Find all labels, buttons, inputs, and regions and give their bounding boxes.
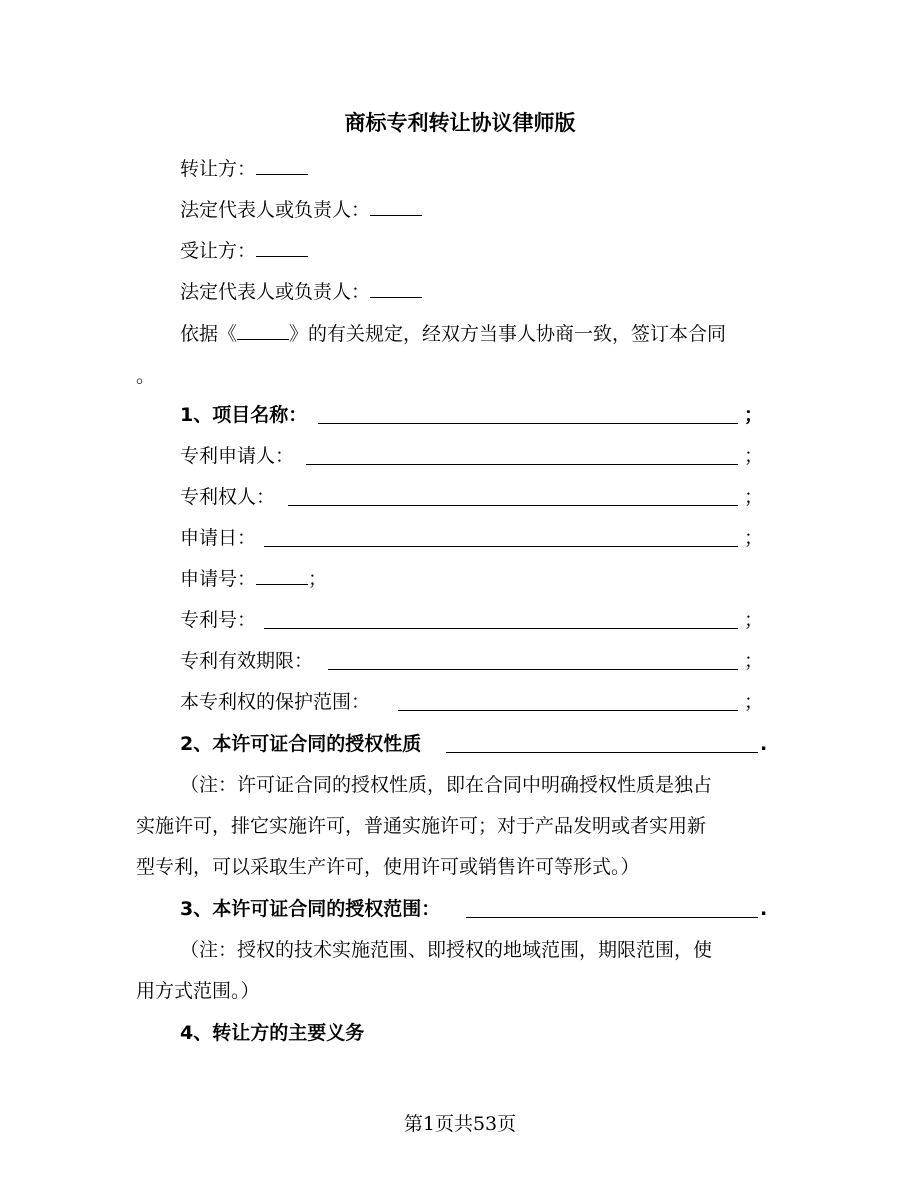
transferee-field: [180, 237, 308, 265]
validity-label: 专利有效期限：: [180, 650, 314, 672]
section3-note-line-1: （注：授权的技术实施范围、即授权的地域范围，期限范围，使: [180, 939, 713, 961]
apply-no-semicolon: ；: [308, 568, 328, 590]
apply-no-blank: [256, 566, 308, 585]
apply-no-field: [180, 565, 327, 593]
section3-end: .: [760, 898, 768, 920]
section3-heading: 3、本许可证合同的授权范围：: [180, 898, 441, 920]
transferor-field: [180, 155, 308, 183]
transferor-label: 转让方：: [180, 158, 257, 180]
section3-blank: [466, 917, 758, 918]
page-number: 第1页共53页: [403, 1113, 517, 1135]
holder-blank: [288, 505, 738, 506]
basis-line-1: [180, 320, 726, 348]
holder-label: 专利权人：: [180, 486, 276, 508]
transferor-blank: [256, 156, 308, 175]
section2-note-line-1: （注：许可证合同的授权性质，即在合同中明确授权性质是独占: [180, 774, 713, 796]
transferee-rep-label: 法定代表人或负责人：: [180, 281, 371, 303]
section2-note-line-2: 实施许可，排它实施许可，普通实施许可；对于产品发明或者实用新: [136, 815, 707, 837]
apply-no-label: 申请号：: [180, 568, 257, 590]
patent-no-blank: [264, 628, 738, 629]
transferee-rep-blank: [370, 279, 422, 298]
transferee-rep-field: [180, 278, 422, 306]
project-name-semicolon: ；: [744, 404, 764, 426]
patent-no-label: 专利号：: [180, 609, 257, 631]
apply-date-blank: [264, 546, 738, 547]
validity-semicolon: ；: [744, 650, 764, 672]
applicant-semicolon: ；: [744, 445, 764, 467]
apply-date-label: 申请日：: [180, 527, 257, 549]
transferee-label: 受让方：: [180, 240, 257, 262]
applicant-blank: [306, 464, 738, 465]
validity-blank: [328, 669, 738, 670]
applicant-label: 专利申请人：: [180, 445, 295, 467]
basis-law-blank: [237, 321, 289, 340]
scope-semicolon: ；: [744, 691, 764, 713]
section2-note-line-3: 型专利，可以采取生产许可，使用许可或销售许可等形式。）: [136, 856, 640, 878]
transferor-rep-blank: [370, 197, 422, 216]
basis-line-2: 。: [136, 365, 156, 387]
scope-blank: [398, 710, 738, 711]
transferee-blank: [256, 238, 308, 257]
apply-date-semicolon: ；: [744, 527, 764, 549]
section3-note-line-2: 用方式范围。）: [136, 980, 260, 1002]
patent-no-semicolon: ；: [744, 609, 764, 631]
transferor-rep-label: 法定代表人或负责人：: [180, 199, 371, 221]
project-name-blank: [318, 423, 738, 424]
section2-blank: [446, 752, 758, 753]
transferor-rep-field: [180, 196, 422, 224]
basis-suffix: 》的有关规定，经双方当事人协商一致，签订本合同: [289, 323, 727, 345]
document-title: 商标专利转让协议律师版: [344, 111, 576, 135]
scope-label: 本专利权的保护范围：: [180, 691, 371, 713]
section2-end: .: [760, 733, 768, 755]
section2-heading: 2、本许可证合同的授权性质: [180, 733, 422, 755]
basis-prefix: 依据《: [180, 323, 238, 345]
holder-semicolon: ；: [744, 486, 764, 508]
section4-heading: 4、转让方的主要义务: [180, 1022, 365, 1044]
section1-heading: 1、项目名称：: [180, 404, 308, 426]
